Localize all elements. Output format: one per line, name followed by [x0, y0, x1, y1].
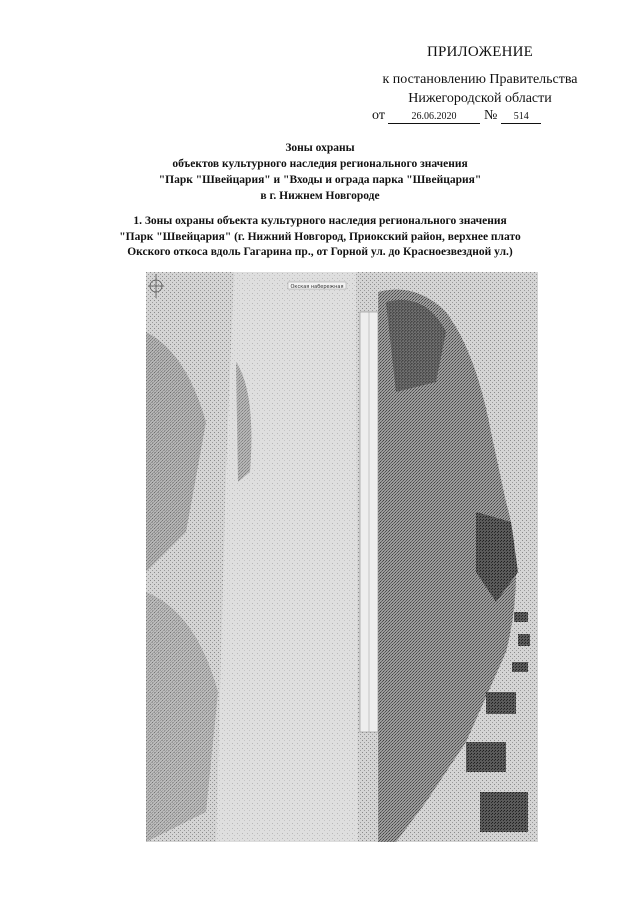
date-number-line: [372, 108, 541, 124]
map-label: Окская набережная: [290, 284, 344, 290]
title-line2: объектов культурного наследия регионального значения: [172, 158, 468, 170]
resolution-reference: [340, 70, 620, 108]
title-line4: в г. Нижнем Новгороде: [260, 190, 380, 202]
title-line3: "Парк "Швейцария" и "Входы и ограда парка "Швейцария": [158, 174, 482, 186]
section-line2: "Парк "Швейцария" (г. Нижний Новгород, Приокский район, верхнее плато: [119, 230, 521, 243]
number-sign: №: [483, 108, 498, 123]
resolution-reference-line1: к постановлению Правительства: [382, 72, 578, 87]
date-prefix: от: [372, 108, 385, 123]
title-line1: Зоны охраны: [285, 142, 355, 154]
number-field: 514: [501, 110, 541, 124]
date-field: 26.06.2020: [388, 110, 480, 124]
section-heading: [70, 214, 570, 261]
document-title: [100, 140, 540, 204]
aerial-map: [146, 272, 538, 842]
river: [216, 272, 358, 842]
appendix-label: ПРИЛОЖЕНИЕ: [426, 44, 534, 60]
resolution-reference-line2: Нижегородской области: [408, 91, 552, 106]
section-line3: Окского откоса вдоль Гагарина пр., от Горной ул. до Красноезвездной ул.): [127, 246, 513, 258]
section-line1: 1. Зоны охраны объекта культурного наследия регионального значения: [133, 215, 507, 227]
